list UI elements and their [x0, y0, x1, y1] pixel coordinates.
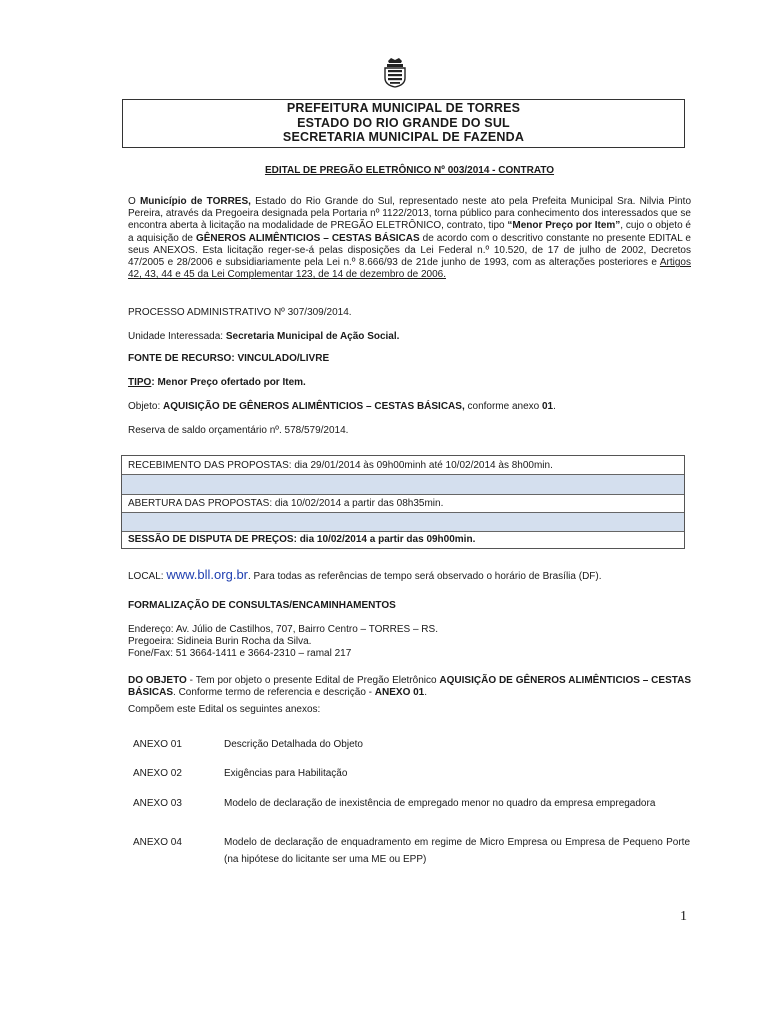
- annex-desc-04: Modelo de declaração de enquadramento em regime de Micro Empresa ou Empresa de Pequeno Porte (na hipótese do licitante ser uma ME ou EPP): [224, 837, 690, 865]
- endereco-line: Endereço: Av. Júlio de Castilhos, 707, Bairro Centro – TORRES – RS.: [128, 624, 438, 635]
- intro-text-4: de acordo com o descritivo constante no presente EDITAL e seus ANEXOS. Esta licitação reger-se-á pelas disposições da Lei Federal n.º 10.520, de 17 de julho de 2002, Decretos 47/2005 e 28/2006 e subsidiariamente pela Lei n.º 8.666/93 de 21de junho de 1993, com as alterações posteriores e: [128, 232, 691, 269]
- annex-code-03: ANEXO 03: [133, 798, 182, 809]
- header-rule: [122, 147, 685, 148]
- annex-code-02: ANEXO 02: [133, 768, 182, 779]
- header-box: [122, 99, 685, 147]
- objeto-label: Objeto:: [128, 401, 164, 412]
- do-objeto-bold-1: AQUISIÇÃO DE GÊNEROS ALIMÊNTICIOS – CESTAS BÁSICAS: [128, 675, 692, 699]
- tipo-value: : Menor Preço ofertado por Item.: [151, 377, 306, 388]
- schedule-table: [121, 455, 685, 549]
- annex-desc-01: Descrição Detalhada do Objeto: [224, 739, 363, 750]
- schedule-recebimento: RECEBIMENTO DAS PROPOSTAS: dia 29/01/2014 às 09h00minh até 10/02/2014 às 8h00min.: [128, 460, 553, 471]
- formalizacao-title: FORMALIZAÇÃO DE CONSULTAS/ENCAMINHAMENTOS: [128, 600, 396, 611]
- schedule-row-spacer-2: [122, 513, 684, 532]
- intro-tipo: “Menor Preço por Item”: [507, 220, 621, 232]
- schedule-row-recebimento: [122, 456, 684, 475]
- pregoeira-line: Pregoeira: Sidineia Burin Rocha da Silva.: [128, 636, 312, 647]
- objeto-line: [128, 401, 556, 412]
- edital-title: EDITAL DE PREGÃO ELETRÔNICO Nº 003/2014 - CONTRATO: [264, 165, 555, 176]
- fonte-line: FONTE DE RECURSO: VINCULADO/LIVRE: [128, 353, 330, 364]
- schedule-row-spacer-1: [122, 475, 684, 495]
- intro-text-3: , cujo o objeto é a aquisição de: [128, 220, 691, 244]
- page-number: 1: [680, 909, 687, 924]
- annex-code-01: ANEXO 01: [133, 739, 182, 750]
- processo-line: PROCESSO ADMINISTRATIVO Nº 307/309/2014.: [128, 307, 352, 318]
- local-line: [128, 567, 602, 582]
- annex-code-04: ANEXO 04: [133, 837, 182, 848]
- annex-desc-02: Exigências para Habilitação: [224, 768, 348, 779]
- unidade-line: [128, 331, 399, 342]
- do-objeto-paragraph: [128, 675, 691, 699]
- intro-paragraph: [128, 196, 691, 281]
- header-line-estado: ESTADO DO RIO GRANDE DO SUL: [297, 115, 510, 130]
- schedule-row-sessao: [122, 532, 684, 548]
- compoem-line: Compõem este Edital os seguintes anexos:: [128, 704, 321, 715]
- schedule-sessao: SESSÃO DE DISPUTA DE PREÇOS: dia 10/02/2014 a partir das 09h00min.: [128, 534, 476, 545]
- local-text: . Para todas as referências de tempo será observado o horário de Brasília (DF).: [248, 571, 602, 582]
- local-label: LOCAL:: [128, 571, 167, 582]
- unidade-label: Unidade Interessada:: [128, 331, 226, 342]
- do-objeto-bold-2: ANEXO 01: [374, 687, 425, 699]
- do-objeto-end: .: [424, 687, 428, 699]
- intro-text-2: Estado do Rio Grande do Sul, representado neste ato pela Prefeita Municipal Sra. Nilvia Pinto Pereira, através da Pregoeira designada pela Portaria nº 1122/2013, torna público para conhecimento dos interessados que se encontra aberta à licitação na modalidade de PREGÃO ELETRÔNICO, contrato, tipo: [128, 196, 692, 232]
- do-objeto-label: DO OBJETO: [128, 675, 187, 686]
- header-line-prefeitura: PREFEITURA MUNICIPAL DE TORRES: [286, 101, 521, 115]
- schedule-abertura: ABERTURA DAS PROPOSTAS: dia 10/02/2014 a partir das 08h35min.: [128, 498, 444, 509]
- unidade-value: Secretaria Municipal de Ação Social.: [225, 331, 400, 342]
- objeto-end: .: [553, 401, 556, 412]
- intro-text-1: O: [128, 196, 140, 207]
- coat-of-arms-icon: [382, 58, 408, 88]
- objeto-anexo: 01: [542, 401, 554, 412]
- fone-line: Fone/Fax: 51 3664-1411 e 3664-2310 – ramal 217: [128, 648, 352, 659]
- objeto-suffix: conforme anexo: [464, 401, 542, 412]
- intro-municipio: Município de TORRES,: [139, 196, 251, 207]
- tipo-line: [128, 377, 306, 388]
- intro-objeto: GÊNEROS ALIMÊNTICIOS – CESTAS BÁSICAS: [195, 232, 420, 244]
- schedule-row-abertura: [122, 495, 684, 513]
- annex-desc-03: Modelo de declaração de inexistência de empregado menor no quadro da empresa empregadora: [224, 798, 656, 809]
- do-objeto-text-1: - Tem por objeto o presente Edital de Pregão Eletrônico: [186, 675, 440, 686]
- objeto-value: AQUISIÇÃO DE GÊNEROS ALIMÊNTICIOS – CESTAS BÁSICAS,: [163, 401, 465, 412]
- header-line-secretaria: SECRETARIA MUNICIPAL DE FAZENDA: [282, 130, 525, 144]
- do-objeto-text-2: . Conforme termo de referencia e descrição -: [173, 687, 375, 699]
- intro-artigos: Artigos 42, 43, 44 e 45 da Lei Complementar 123, de 14 de dezembro de 2006.: [128, 257, 691, 281]
- tipo-label: TIPO: [128, 377, 152, 388]
- reserva-line: Reserva de saldo orçamentário nº. 578/579/2014.: [128, 425, 349, 436]
- bll-link[interactable]: www.bll.org.br: [166, 567, 248, 582]
- formalizacao-contacts: [128, 624, 438, 660]
